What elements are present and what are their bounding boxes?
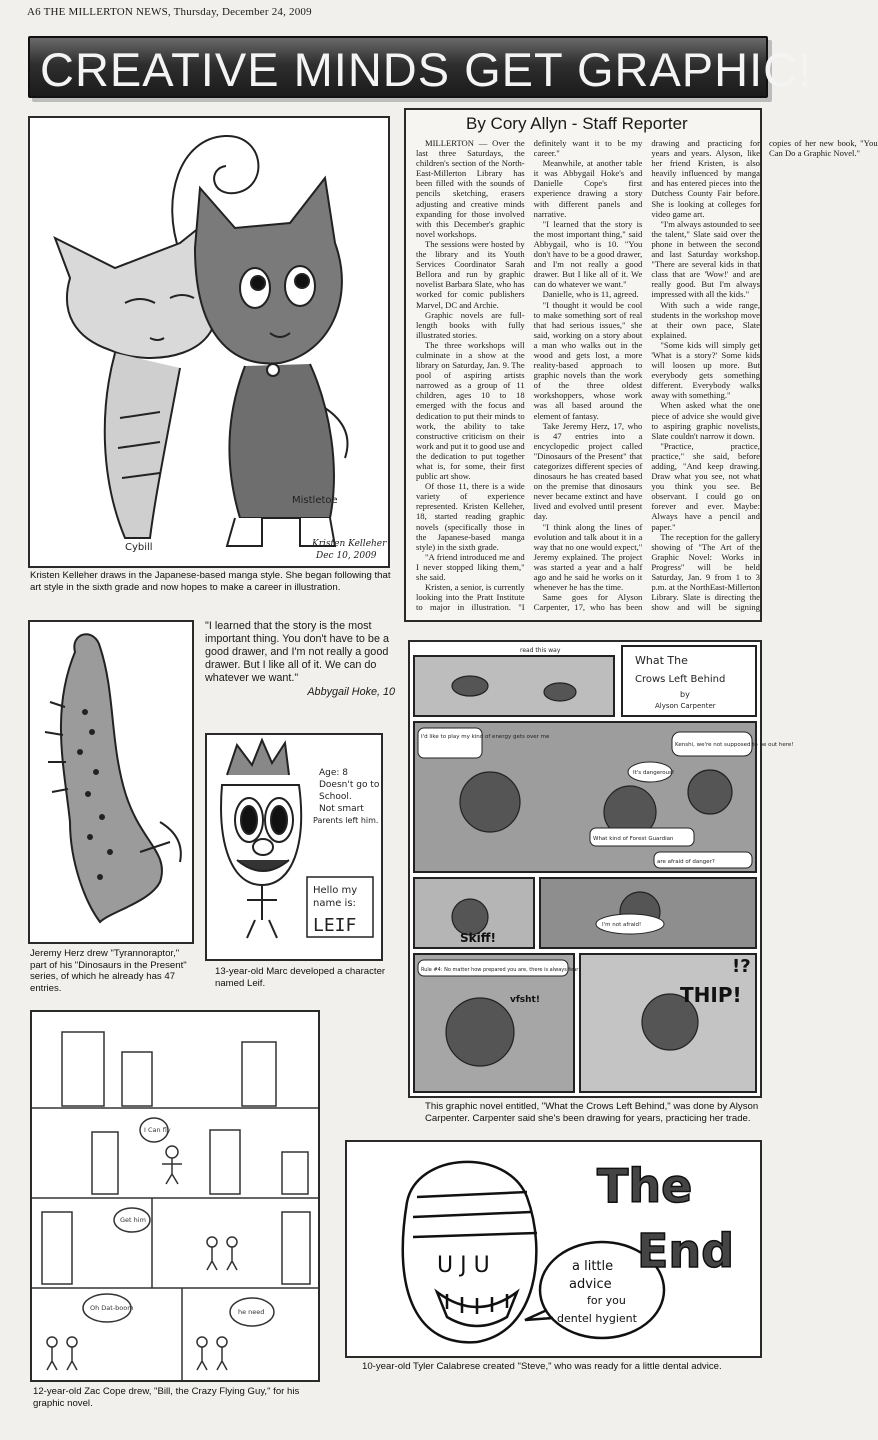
- article-paragraph: With such a wide range, students in the workshop move at their own pace, Slate explained.: [651, 299, 760, 340]
- article-paragraph: The reception for the gallery showing of "The Art of the Graphic Novel: Works in Progress" will be held Saturday, Jan. 9 from 1 to 3 p.m. at the NorthEast-Millerton Library. Slate is directing the show and will be signing copies of her new book, "You Can Do a Graphic Novel.": [651, 138, 878, 613]
- comic-title-by: by: [680, 690, 690, 699]
- comic-bubble: It's dangerous!: [633, 770, 675, 776]
- article-paragraph: Of those 11, there is a wide variety of experience represented. Kristen Kelleher, 18, started reading graphic novels (specifically those in the Japanese-based manga style) in the sixth grade.: [416, 481, 525, 552]
- comic-sfx: vfsht!: [510, 995, 540, 1005]
- crows-comic: [408, 640, 794, 1098]
- comic-title-line: What The: [635, 654, 688, 667]
- pull-quote: [205, 620, 395, 699]
- leif-caption: 13-year-old Marc developed a character named Leif.: [215, 966, 386, 989]
- advice-line: for you: [587, 1294, 626, 1307]
- comic-sfx: !?: [732, 956, 751, 977]
- page-folio: A6 THE MILLERTON NEWS, Thursday, December 24, 2009: [27, 6, 312, 18]
- comic-bubble: are afraid of danger?: [657, 859, 715, 865]
- leif-note-line: School.: [319, 792, 352, 802]
- article-box: [404, 108, 878, 622]
- advice-line: a little: [572, 1259, 614, 1274]
- bill-bubble: Oh Dat-boom: [90, 1304, 134, 1312]
- headline-banner: [28, 36, 813, 98]
- advice-line: advice: [569, 1277, 612, 1292]
- article-paragraph: Take Jeremy Herz, 17, who is 47 entries into a encyclopedic project called "Dinosaurs of the Present" that categorizes different species of dinosaurs he has created based on the premise that dinosaurs never became extinct and have lived and evolved until present day.: [533, 420, 643, 522]
- label-mistletoe: Mistletoe: [292, 495, 338, 506]
- cats-illustration: [28, 116, 390, 568]
- article-paragraph: "I think along the lines of evolution and talk about it in a way that no one would expect," Jeremy explained. The project was started a year and a half ago and he said he works on it whenever he has the time.: [533, 521, 643, 593]
- bill-comic: [30, 1010, 320, 1382]
- article-paragraph: "Some kids will simply get 'What is a story?' Some kids will loosen up more. But everybody gets something different. Everybody walks away with something.": [651, 339, 760, 401]
- article-paragraph: Kristen, a senior, is currently looking into the Pratt Institute to major in illustration. "I definitely want it to be my career.": [416, 138, 643, 613]
- name-tag-line: Hello my: [313, 885, 358, 896]
- byline: By Cory Allyn - Staff Reporter: [466, 114, 688, 133]
- article-paragraph: "Practice, practice, practice," she said, before adding, "And keep drawing. Draw what you see, not what you think you see. Be observant. I could go on forever and ever. Maybe: Always have a pencil and paper.": [651, 440, 760, 532]
- name-tag-name: LEIF: [313, 915, 357, 936]
- dino-caption: Jeremy Herz drew "Tyrannoraptor," part of his "Dinosaurs in the Present" series, of which he already has 47 entries.: [30, 948, 187, 994]
- bill-bubble: Get him: [120, 1216, 146, 1224]
- comic-bubble: I'd like to play my kind of energy gets over me: [421, 734, 550, 740]
- comic-sfx: Skiff!: [460, 931, 496, 945]
- cats-signature: Kristen Kelleher: [312, 539, 387, 549]
- leif-illustration: [205, 733, 383, 961]
- article-paragraph: Meanwhile, at another table it was Abbygail Hoke's and Danielle Cope's first experience drawing a story with different panels and narrative.: [533, 158, 643, 219]
- comic-title-line: Crows Left Behind: [635, 674, 726, 685]
- headline: CREATIVE MINDS GET GRAPHIC!: [40, 43, 813, 96]
- article-paragraph: When asked what the one piece of advice she would give to aspiring graphic novelists, Slate couldn't narrow it down.: [651, 400, 760, 441]
- leif-note-line: Age: 8: [319, 768, 349, 778]
- cats-caption: Kristen Kelleher draws in the Japanese-based manga style. She began following that art style in the sixth grade and now hopes to make a career in illustration.: [30, 570, 391, 593]
- comic-bubble: Rule #4: No matter how prepared you are, there is always fear: [421, 967, 579, 973]
- article-paragraph: MILLERTON — Over the last three Saturdays, the children's section of the North-East-Millerton Library has been filled with the sounds of pencils sketching, erasers adjusting and creative minds expanding for those involved with this December's graphic novel workshops.: [416, 138, 525, 239]
- article-paragraph: Same goes for Alyson Carpenter, 17, who has been drawing and practicing for years and years. Alyson, like her friend Kristen, is also heavily influenced by manga and has entered pieces into the Dutchess County Fair before. She is looking at colleges for video game art.: [533, 138, 760, 613]
- comic-bubble: Kenshi, we're not supposed to be out here!: [675, 742, 794, 748]
- bill-caption: 12-year-old Zac Cope drew, "Bill, the Crazy Flying Guy," for his graphic novel.: [33, 1386, 300, 1409]
- pull-quote-text: "I learned that the story is the most important thing. You don't have to be a good drawer, and I'm not really a good drawer. But I like all of it. We can do whatever we want.": [205, 620, 389, 684]
- comic-bubble: What kind of Forest Guardian: [593, 836, 674, 842]
- comic-bubble: I'm not afraid!: [602, 922, 642, 928]
- crows-caption: This graphic novel entitled, "What the Crows Left Behind," was done by Alyson Carpenter. Carpenter said she's been drawing for years, practicing her trade.: [425, 1101, 759, 1124]
- end-word-the: The: [597, 1159, 693, 1213]
- article-paragraph: "I learned that the story is the most important thing," said Abbygail, who is 10. "You don't have to be a good drawer, and I'm not really a good drawer. But I like all of it. We can do whatever we want.": [533, 218, 643, 290]
- article-paragraph: "A friend introduced me and I never stopped liking them," she said.: [416, 551, 525, 583]
- article-paragraph: The three workshops will culminate in a show at the library on Saturday, Jan. 9. The pool of aspiring artists narrowed as a group of 11 children, ages 10 to 18 emerged with the focus and dedication to put their minds to work, the ability to take constructive criticism on their work and put it to good use and the dedication to put together what is, for some, their first public art show.: [416, 339, 525, 482]
- dino-illustration: [28, 620, 194, 944]
- article-paragraph: "I'm always astounded to see the talent," Slate said over the phone in between the second and last Saturday workshop. "There are several kids in that class that are 'Wow!' and are really good. But I'm always impressed with all the kids.": [651, 218, 760, 300]
- comic-sfx: THIP!: [680, 983, 742, 1007]
- steve-face-text: U J U: [437, 1253, 490, 1278]
- cats-date: Dec 10, 2009: [316, 551, 377, 561]
- article-body: [416, 138, 878, 618]
- end-word-end: End: [637, 1224, 735, 1278]
- leif-note-line: Doesn't go to: [319, 780, 380, 790]
- article-paragraph: "I thought it would be cool to make something sort of real that had serious issues," she said, working on a story about a man who walks out in the wood and gets lost, a more reality-based approach to graphic novels than the work of the three oldest workshoppers, whose work was all based around the element of fantasy.: [533, 299, 643, 421]
- leif-note-line: Not smart: [319, 804, 364, 814]
- comic-title-author: Alyson Carpenter: [655, 702, 716, 710]
- label-cybill: Cybill: [125, 542, 153, 553]
- article-paragraph: Danielle, who is 11, agreed.: [542, 289, 639, 300]
- name-tag-line: name is:: [313, 898, 356, 909]
- article-paragraph: Graphic novels are full-length books with fully illustrated stories.: [416, 309, 525, 340]
- steve-caption: 10-year-old Tyler Calabrese created "Steve," who was ready for a little dental advice.: [362, 1361, 722, 1372]
- comic-read-hint: read this way: [520, 647, 561, 654]
- steve-illustration: [345, 1140, 762, 1358]
- bill-bubble: I Can fly: [144, 1126, 171, 1134]
- bill-bubble: he need: [238, 1308, 265, 1316]
- article-paragraph: The sessions were hosted by the library and its Youth Services Coordinator Sarah Bellora and run by graphic novelist Barbara Slate, who has worked for comic publishers Marvel, DC and Archie.: [416, 238, 525, 310]
- advice-line: dentel hygient: [557, 1312, 637, 1325]
- leif-note-line: Parents left him.: [313, 816, 379, 825]
- pull-quote-attribution: Abbygail Hoke, 10: [307, 686, 395, 698]
